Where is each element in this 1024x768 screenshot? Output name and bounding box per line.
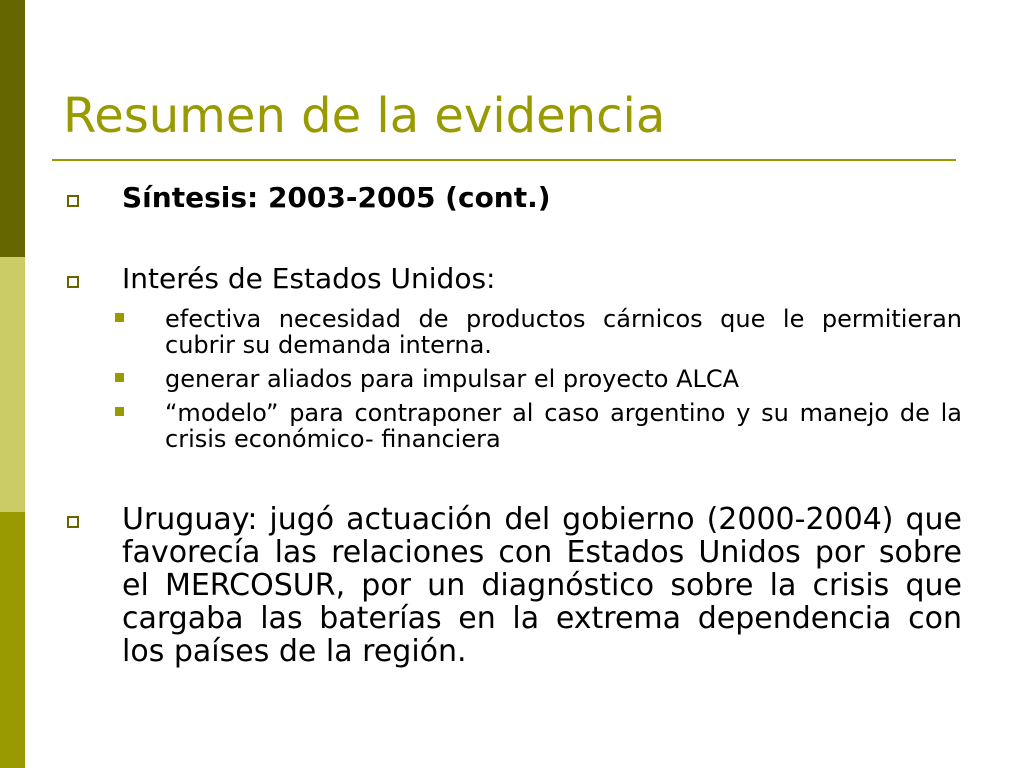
hollow-square-bullet-icon xyxy=(67,195,79,207)
sidebar-segment-light xyxy=(0,257,25,512)
bullet-uruguay xyxy=(122,503,962,668)
slide-title: Resumen de la evidencia xyxy=(63,88,666,144)
subbullet-meat-demand xyxy=(165,306,962,358)
sidebar-accent-bar xyxy=(0,0,25,768)
subbullet-meat-demand-text: efectiva necesidad de productos cárnicos que le permitieran cubrir su demanda interna. xyxy=(165,305,962,359)
subbullet-alca-allies xyxy=(165,366,962,392)
bullet-synthesis xyxy=(122,182,962,214)
filled-square-bullet-icon xyxy=(115,313,124,322)
subbullet-model-argentina-text: “modelo” para contraponer al caso argentino y su manejo de la crisis económico- financiera xyxy=(165,399,962,453)
subbullet-model-argentina xyxy=(165,400,962,452)
bullet-us-interest-text: Interés de Estados Unidos: xyxy=(122,262,496,295)
title-divider xyxy=(52,159,956,161)
filled-square-bullet-icon xyxy=(115,373,124,382)
subbullet-alca-allies-text: generar aliados para impulsar el proyecto ALCA xyxy=(165,365,740,393)
bullet-uruguay-text: Uruguay: jugó actuación del gobierno (2000-2004) que favorecía las relaciones con Estados Unidos por sobre el MERCOSUR, por un diagnóstico sobre la crisis que cargaba las baterías en la extrema dependencia con los países de la región. xyxy=(122,502,962,669)
sidebar-segment-mid xyxy=(0,512,25,768)
sidebar-segment-dark xyxy=(0,0,25,257)
hollow-square-bullet-icon xyxy=(67,276,79,288)
bullet-us-interest xyxy=(122,263,962,295)
filled-square-bullet-icon xyxy=(115,407,124,416)
bullet-synthesis-text: Síntesis: 2003-2005 (cont.) xyxy=(122,181,551,214)
hollow-square-bullet-icon xyxy=(67,516,79,528)
